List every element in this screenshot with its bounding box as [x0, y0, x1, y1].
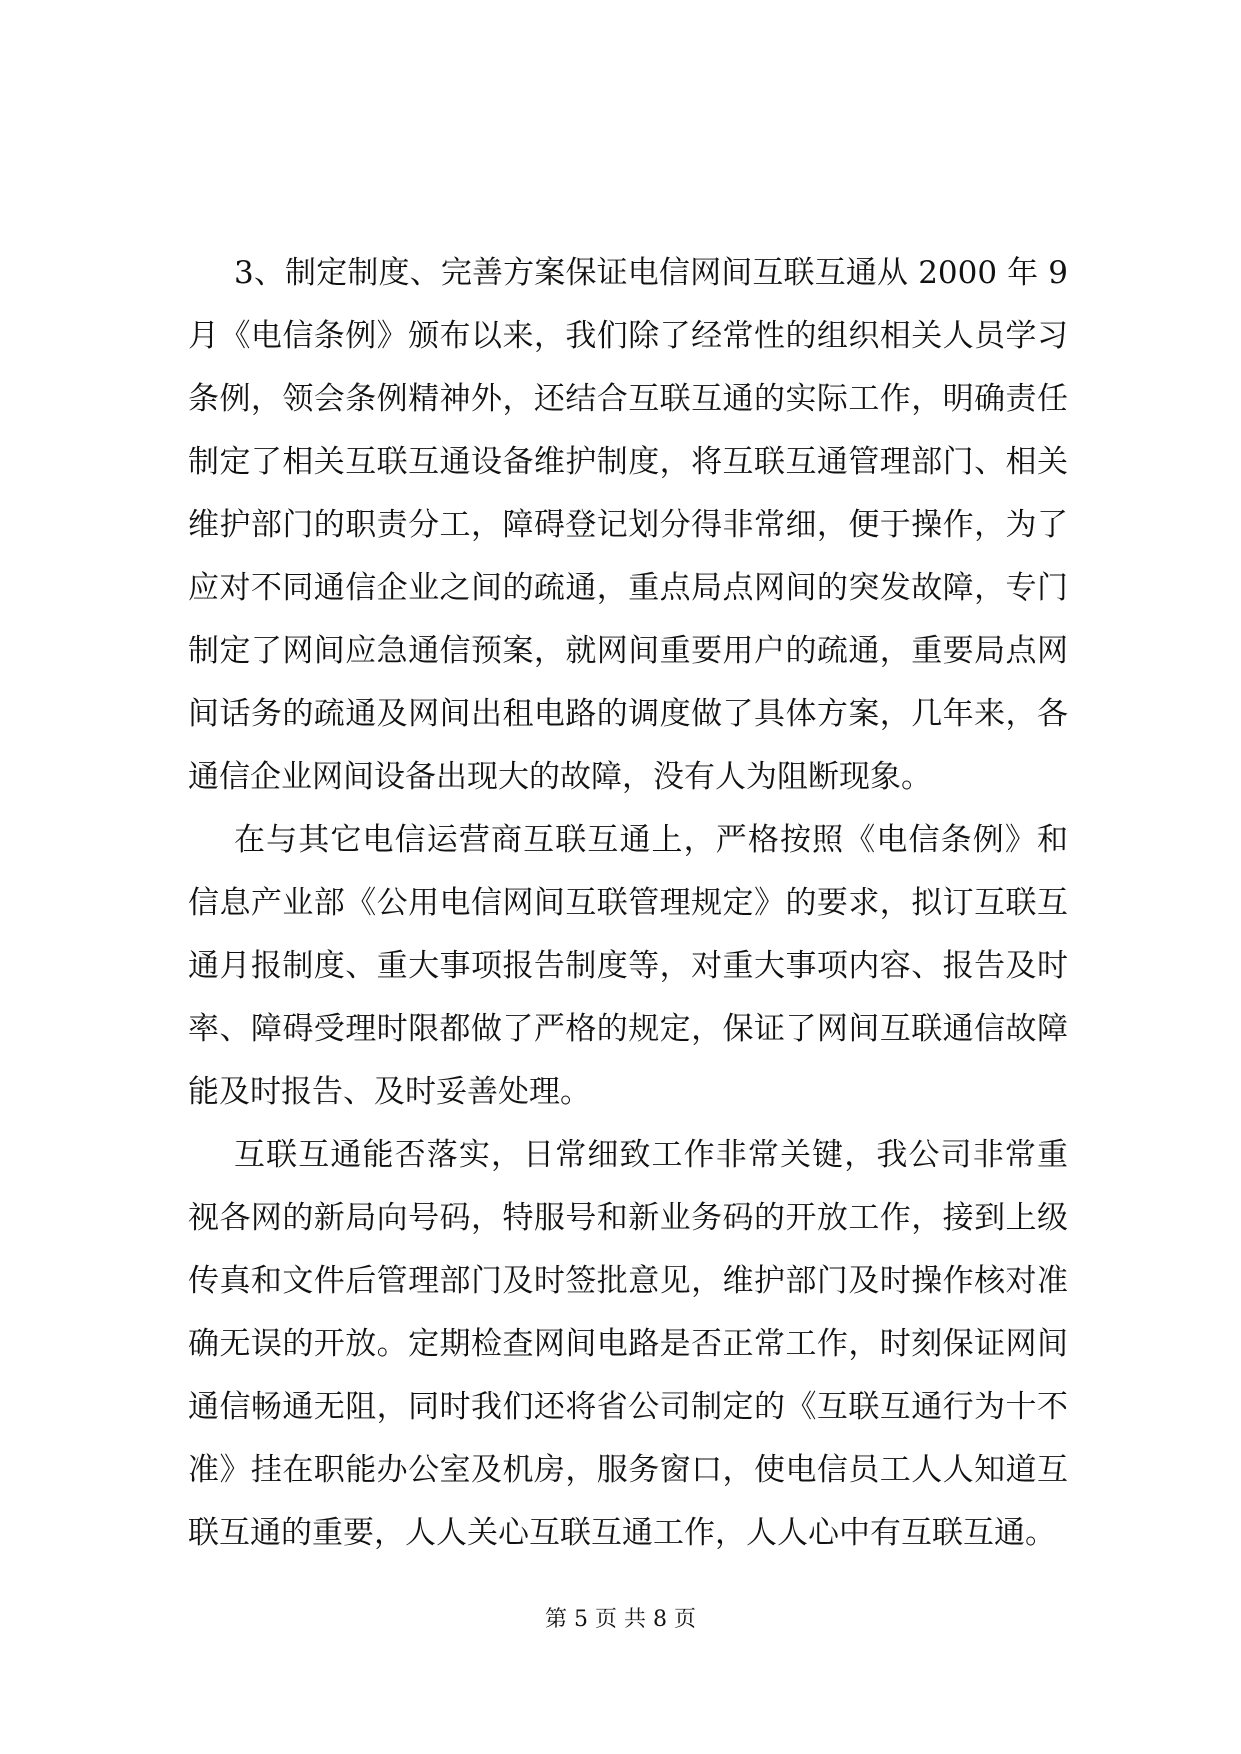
- text-line: 通信企业网间设备出现大的故障，没有人为阻断现象。: [188, 759, 932, 795]
- text-line: 传真和文件后管理部门及时签批意见，维护部门及时操作核对准: [188, 1263, 1068, 1299]
- text-line: 信息产业部《公用电信网间互联管理规定》的要求，拟订互联互: [188, 885, 1068, 921]
- text-line: 能及时报告、及时妥善处理。: [188, 1074, 591, 1110]
- text-line: 通月报制度、重大事项报告制度等，对重大事项内容、报告及时: [188, 948, 1068, 984]
- text-line: 制定了网间应急通信预案，就网间重要用户的疏通，重要局点网: [188, 633, 1068, 669]
- body-text: [188, 242, 1068, 1565]
- text-line: 准》挂在职能办公室及机房，服务窗口，使电信员工人人知道互: [188, 1452, 1068, 1488]
- text-line: 视各网的新局向号码，特服号和新业务码的开放工作，接到上级: [188, 1200, 1068, 1236]
- text-line: 间话务的疏通及网间出租电路的调度做了具体方案，几年来，各: [188, 696, 1068, 732]
- text-line: 维护部门的职责分工，障碍登记划分得非常细，便于操作，为了: [188, 507, 1068, 543]
- text-line: 率、障碍受理时限都做了严格的规定，保证了网间互联通信故障: [188, 1011, 1068, 1047]
- text-line: 联互通的重要，人人关心互联互通工作，人人心中有互联互通。: [188, 1515, 1056, 1551]
- text-line: 制定了相关互联互通设备维护制度，将互联互通管理部门、相关: [188, 444, 1068, 480]
- text-line: 月《电信条例》颁布以来，我们除了经常性的组织相关人员学习: [188, 318, 1068, 354]
- page-number-footer: 第 5 页 共 8 页: [545, 1607, 696, 1632]
- text-line: 在与其它电信运营商互联互通上，严格按照《电信条例》和: [234, 822, 1068, 858]
- text-line: 应对不同通信企业之间的疏通，重点局点网间的突发故障，专门: [188, 570, 1068, 606]
- text-line: 互联互通能否落实，日常细致工作非常关键，我公司非常重: [234, 1137, 1068, 1173]
- text-line: 3、制定制度、完善方案保证电信网间互联互通从 2000 年 9: [234, 255, 1068, 291]
- text-line: 条例，领会条例精神外，还结合互联互通的实际工作，明确责任: [188, 381, 1068, 417]
- text-line: 通信畅通无阻，同时我们还将省公司制定的《互联互通行为十不: [188, 1389, 1068, 1425]
- text-line: 确无误的开放。定期检查网间电路是否正常工作，时刻保证网间: [188, 1326, 1068, 1362]
